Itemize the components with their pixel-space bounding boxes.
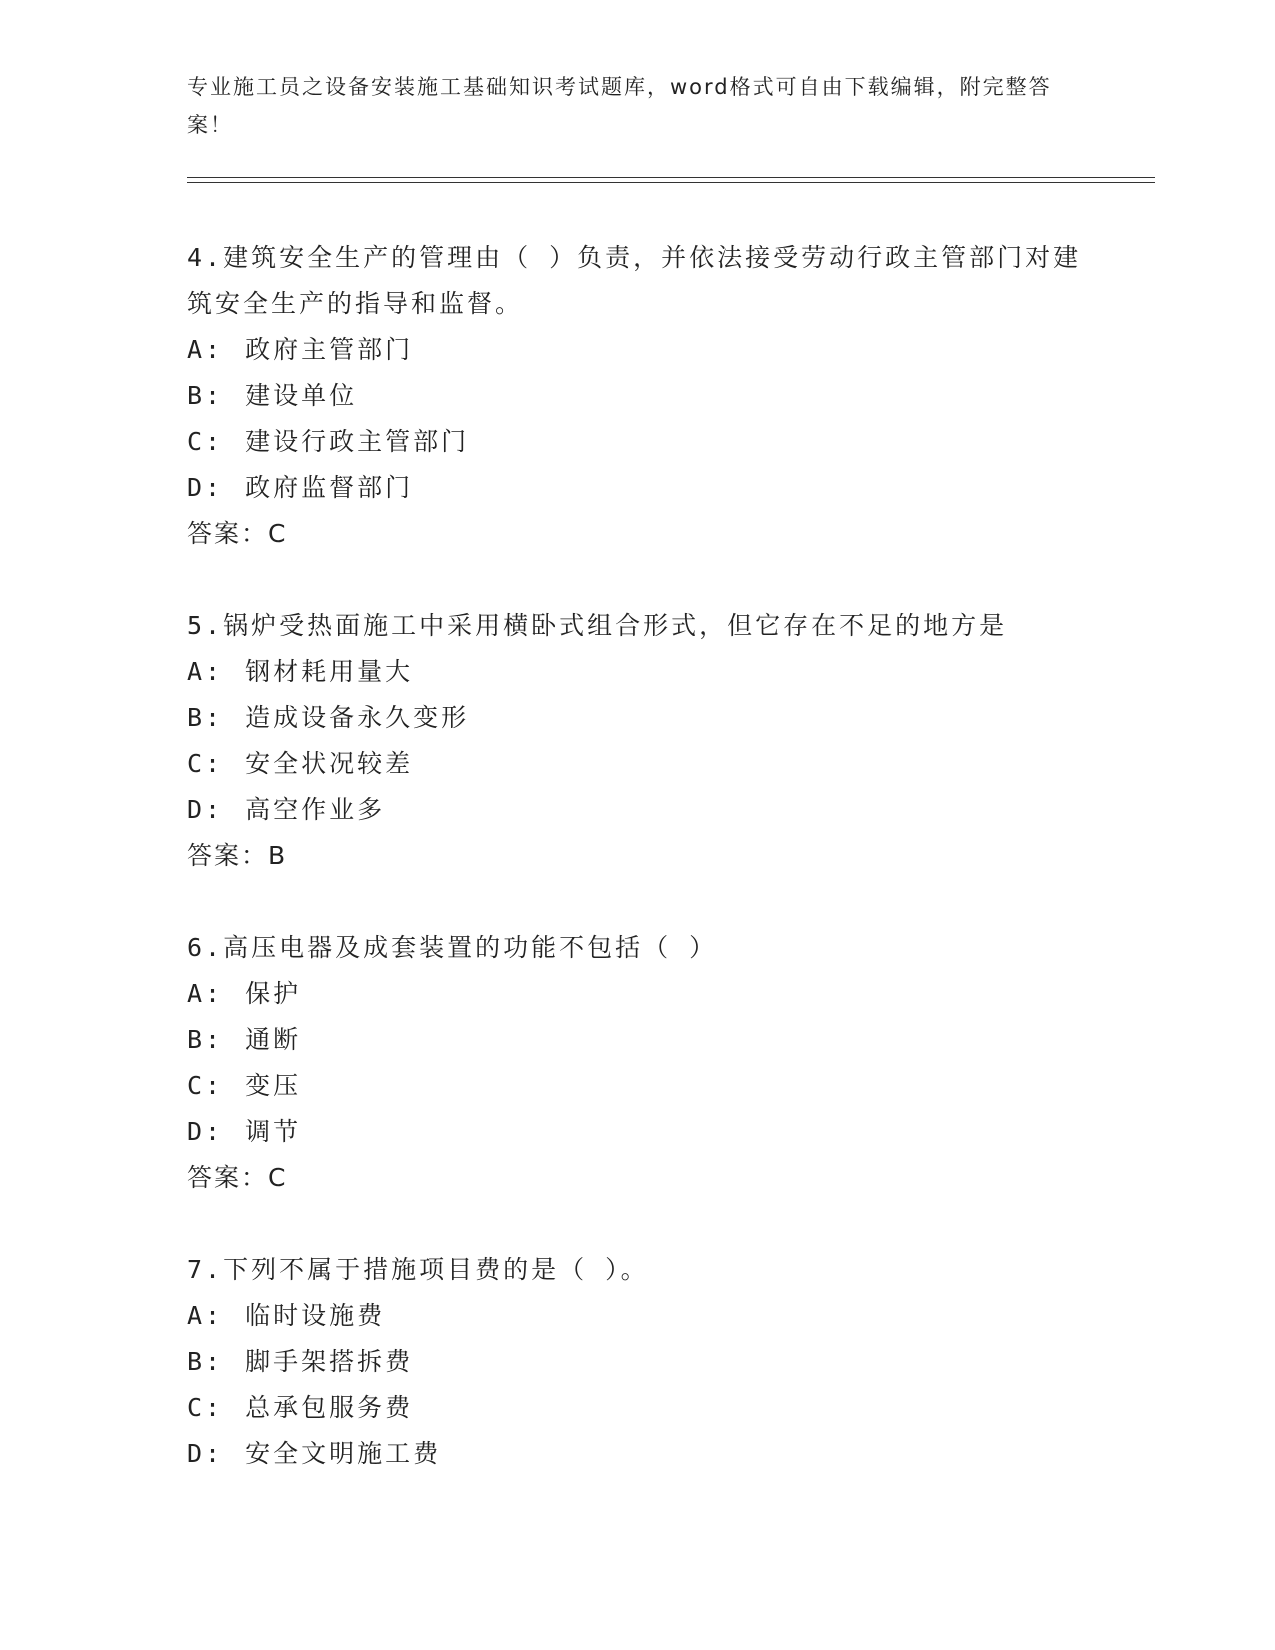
option-text: 安全状况较差	[245, 749, 414, 778]
answer-line: 答案：C	[187, 519, 288, 548]
option-text: 政府监督部门	[245, 473, 414, 502]
option-d	[187, 787, 1087, 833]
option-a	[187, 649, 1087, 695]
answer-line: 答案：C	[187, 1163, 288, 1192]
option-b	[187, 695, 1087, 741]
option-c	[187, 741, 1087, 787]
option-b	[187, 373, 1087, 419]
option-letter: B:	[187, 1025, 224, 1054]
question-text: 4.建筑安全生产的管理由（ ）负责，并依法接受劳动行政主管部门对建筑安全生产的指导和监督。	[187, 243, 1082, 318]
option-letter: B:	[187, 703, 224, 732]
option-letter: A:	[187, 335, 224, 364]
option-b	[187, 1339, 1087, 1385]
option-text: 造成设备永久变形	[245, 703, 470, 732]
question-text: 6.高压电器及成套装置的功能不包括（ ）	[187, 933, 718, 962]
option-letter: B:	[187, 381, 224, 410]
option-text: 脚手架搭拆费	[245, 1347, 414, 1376]
option-letter: D:	[187, 1439, 224, 1468]
question-text: 7.下列不属于措施项目费的是（ ）。	[187, 1255, 649, 1284]
question-4	[187, 235, 1087, 557]
document-header: 专业施工员之设备安装施工基础知识考试题库，word格式可自由下载编辑，附完整答案！	[187, 75, 1052, 137]
option-d	[187, 1431, 1087, 1477]
option-text: 变压	[245, 1071, 302, 1100]
option-letter: C:	[187, 1071, 224, 1100]
option-d	[187, 1109, 1087, 1155]
option-text: 建设行政主管部门	[245, 427, 470, 456]
header-divider-top	[187, 177, 1155, 178]
option-letter: A:	[187, 657, 224, 686]
option-text: 政府主管部门	[245, 335, 414, 364]
option-letter: D:	[187, 1117, 224, 1146]
option-letter: C:	[187, 427, 224, 456]
option-letter: D:	[187, 473, 224, 502]
option-text: 保护	[245, 979, 302, 1008]
option-text: 临时设施费	[245, 1301, 386, 1330]
option-text: 钢材耗用量大	[245, 657, 414, 686]
option-text: 高空作业多	[245, 795, 386, 824]
option-c	[187, 1385, 1087, 1431]
question-6	[187, 925, 1087, 1201]
option-letter: D:	[187, 795, 224, 824]
header-divider-bottom	[187, 182, 1155, 183]
option-letter: C:	[187, 749, 224, 778]
option-text: 安全文明施工费	[245, 1439, 442, 1468]
option-text: 调节	[245, 1117, 302, 1146]
answer-line: 答案：B	[187, 841, 288, 870]
option-text: 总承包服务费	[245, 1393, 414, 1422]
option-b	[187, 1017, 1087, 1063]
option-a	[187, 1293, 1087, 1339]
option-c	[187, 1063, 1087, 1109]
option-d	[187, 465, 1087, 511]
option-letter: B:	[187, 1347, 224, 1376]
option-a	[187, 971, 1087, 1017]
option-letter: A:	[187, 979, 224, 1008]
question-text: 5.锅炉受热面施工中采用横卧式组合形式，但它存在不足的地方是	[187, 611, 1008, 640]
option-letter: A:	[187, 1301, 224, 1330]
question-list	[187, 235, 1087, 1523]
question-7	[187, 1247, 1087, 1477]
question-5	[187, 603, 1087, 879]
option-c	[187, 419, 1087, 465]
option-text: 建设单位	[245, 381, 358, 410]
option-letter: C:	[187, 1393, 224, 1422]
option-text: 通断	[245, 1025, 302, 1054]
option-a	[187, 327, 1087, 373]
